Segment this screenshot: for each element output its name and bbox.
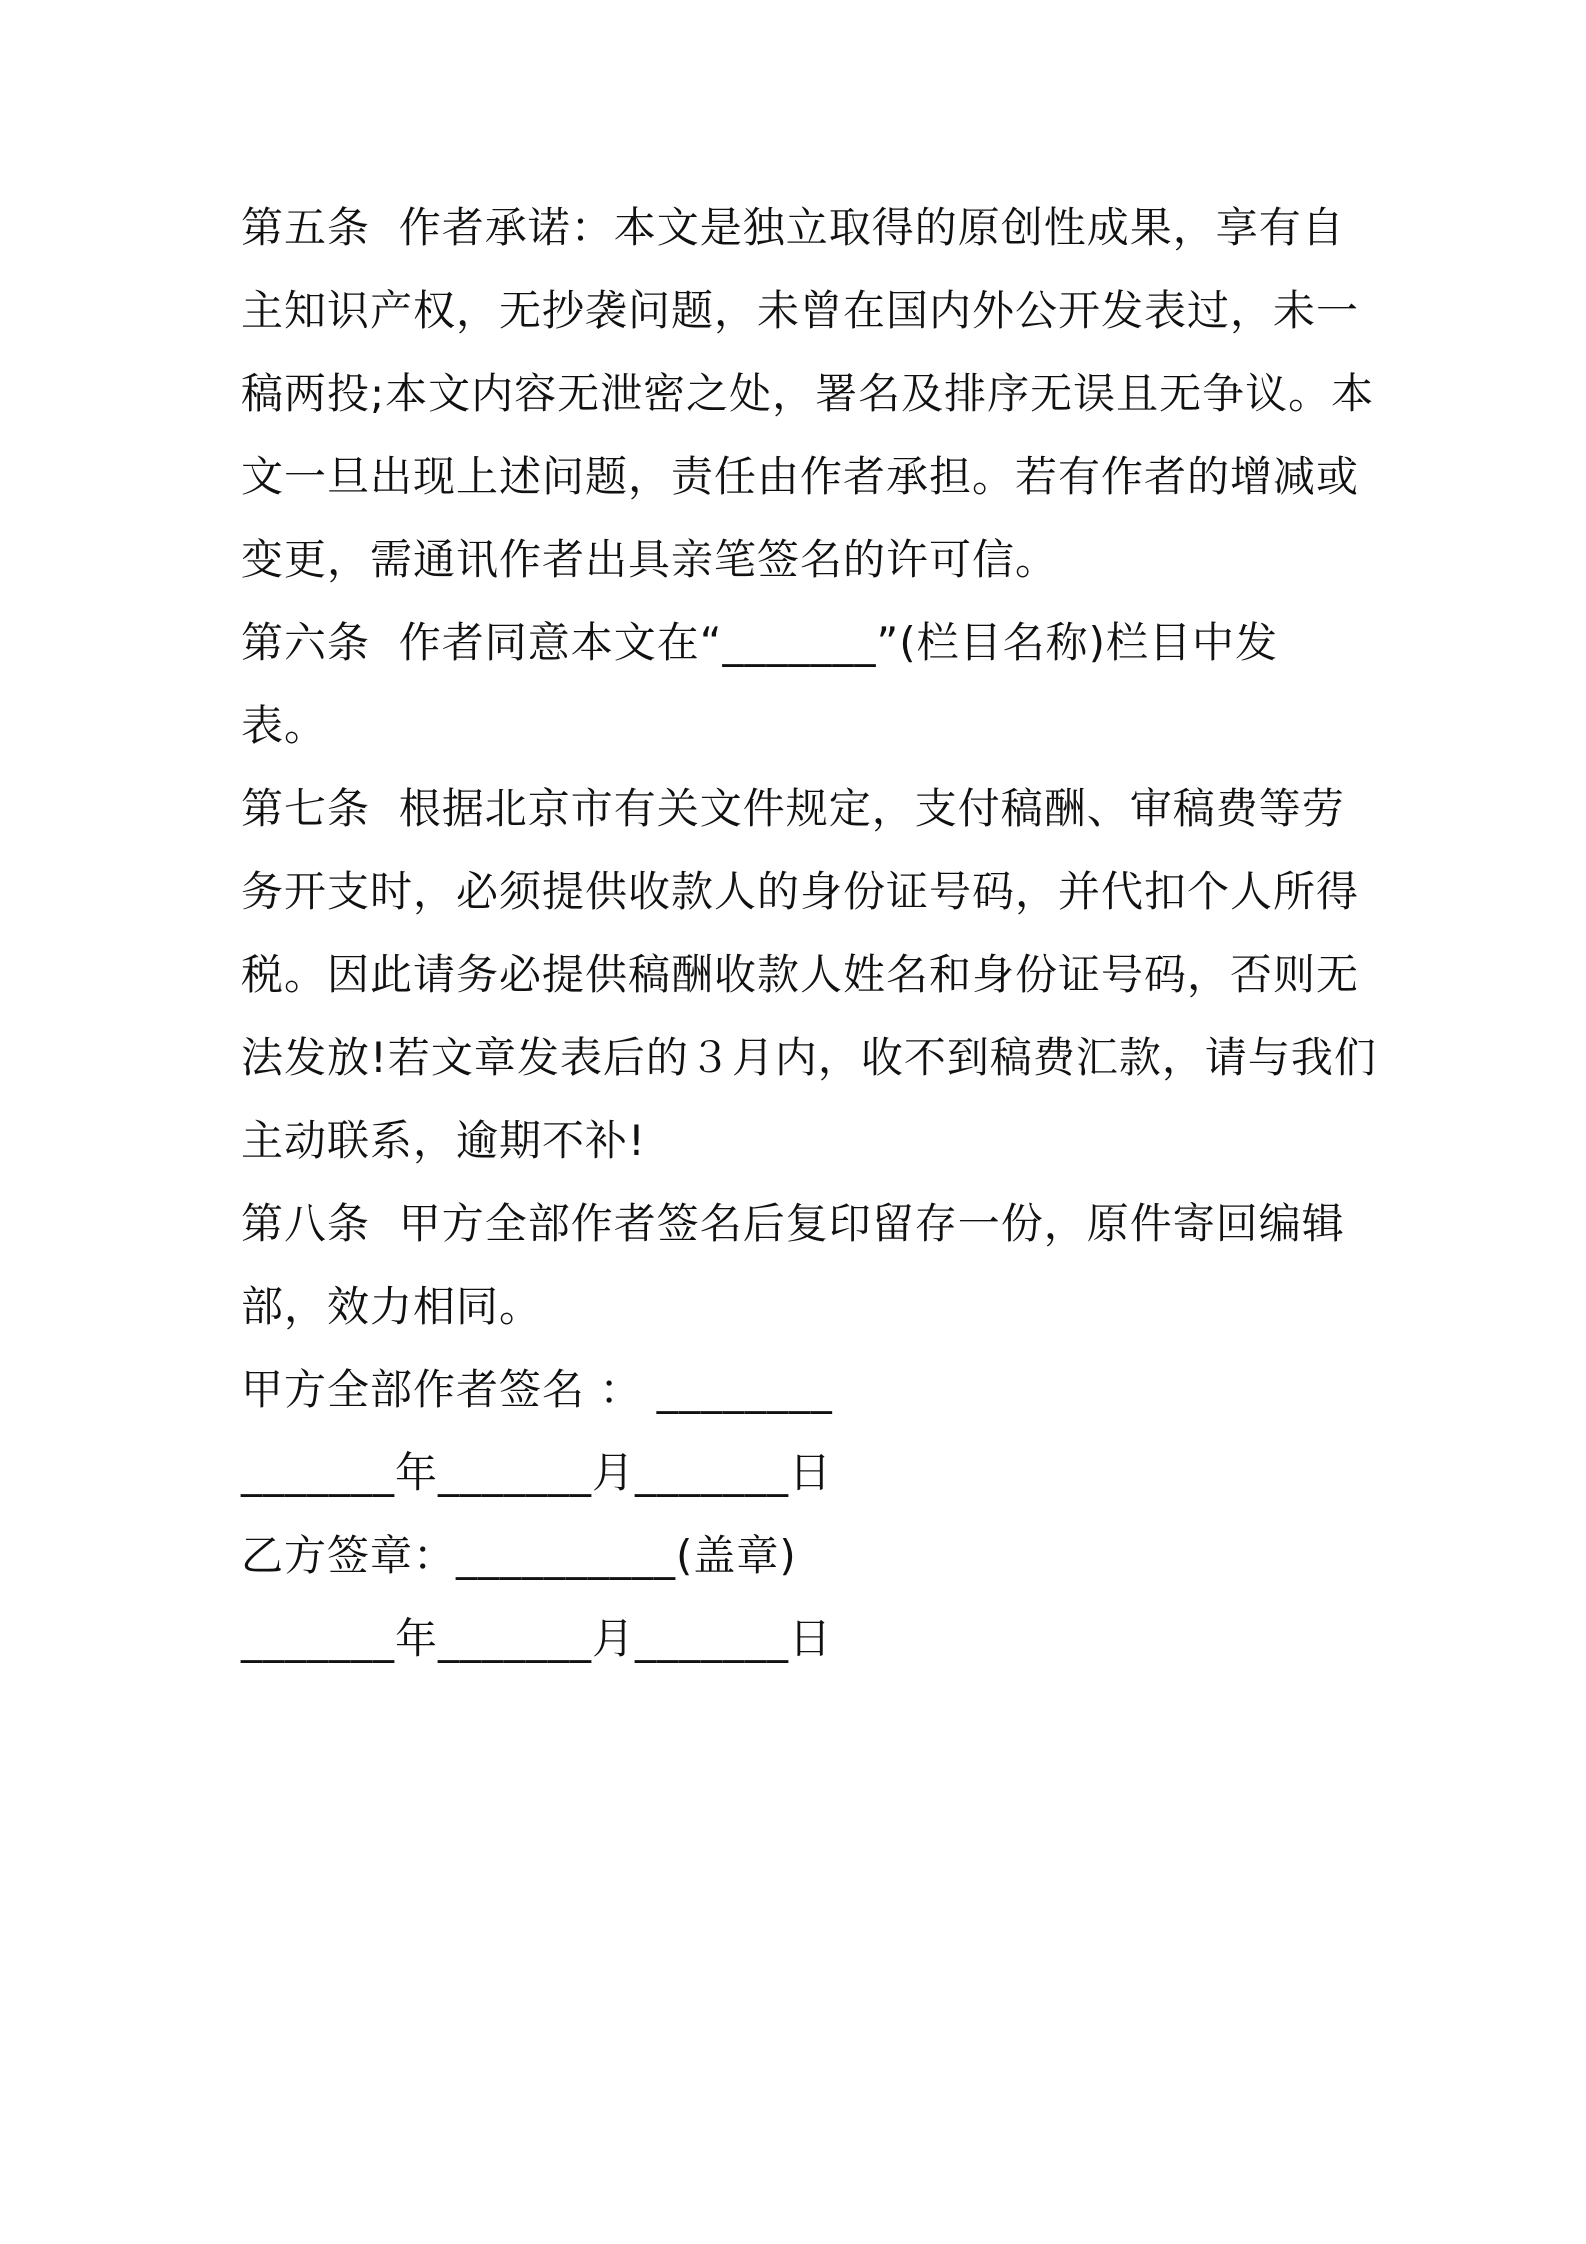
article-6-line-2: 表。 <box>241 701 328 750</box>
party-a-date-field: _______年_______月_______日 <box>241 1448 833 1497</box>
party-a-signature-field: 甲方全部作者签名 ： ________ <box>241 1365 833 1414</box>
article-5-line-4: 文一旦出现上述问题，责任由作者承担。若有作者的增减或 <box>241 452 1360 501</box>
article-5-line-1: 第五条 作者承诺：本文是独立取得的原创性成果，享有自 <box>241 203 1345 252</box>
article-8-line-2: 部，效力相同。 <box>241 1282 543 1331</box>
article-7-line-3: 税。因此请务必提供稿酬收款人姓名和身份证号码，否则无 <box>241 950 1360 999</box>
signature-block <box>241 1348 1361 1680</box>
party-b-date-field: _______年_______月_______日 <box>241 1614 833 1663</box>
article-7-line-5: 主动联系，逾期不补! <box>241 1116 646 1165</box>
article-7 <box>241 767 1377 1182</box>
article-8-line-1: 第八条 甲方全部作者签名后复印留存一份，原件寄回编辑 <box>241 1199 1345 1248</box>
article-7-line-4: 法发放!若文章发表后的３月内，收不到稿费汇款，请与我们 <box>241 1033 1377 1082</box>
document-body <box>241 186 1377 1680</box>
article-8 <box>241 1182 1361 1348</box>
article-7-line-2: 务开支时，必须提供收款人的身份证号码，并代扣个人所得 <box>241 867 1360 916</box>
article-7-line-1: 第七条 根据北京市有关文件规定，支付稿酬、审稿费等劳 <box>241 784 1345 833</box>
article-5 <box>241 186 1375 601</box>
article-5-line-2: 主知识产权，无抄袭问题，未曾在国内外公开发表过，未一 <box>241 286 1360 335</box>
article-5-line-5: 变更，需通讯作者出具亲笔签名的许可信。 <box>241 535 1059 584</box>
article-6-line-1: 第六条 作者同意本文在“_______”(栏目名称)栏目中发 <box>241 618 1278 667</box>
party-b-seal-field: 乙方签章：__________(盖章) <box>241 1531 797 1580</box>
article-6 <box>241 601 1361 767</box>
article-5-line-3: 稿两投;本文内容无泄密之处，署名及排序无误且无争议。本 <box>241 369 1375 418</box>
